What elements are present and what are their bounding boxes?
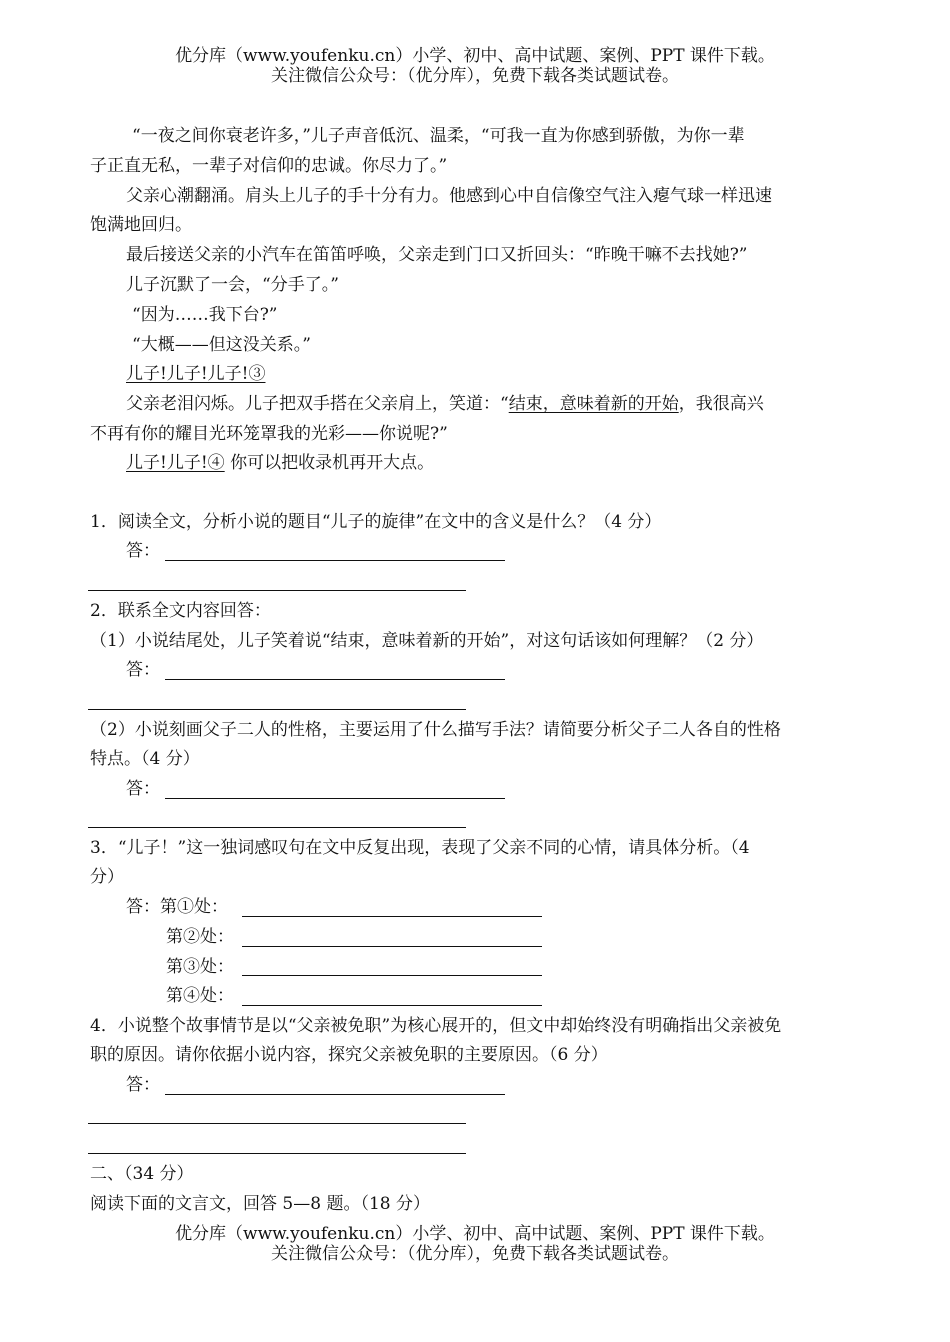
question-3b: 分） (90, 867, 124, 887)
section-2-intro: 阅读下面的文言文，回答 5—8 题。（18 分） (90, 1194, 430, 1214)
story-paragraph-9 (126, 452, 434, 474)
story-paragraph-8a-pre: 父亲老泪闪烁。儿子把双手搭在父亲肩上，笑道：“ (126, 394, 509, 414)
answer-line (165, 798, 505, 799)
question-2: 2．联系全文内容回答： (90, 601, 271, 621)
story-paragraph-2a: 父亲心潮翻涌。肩头上儿子的手十分有力。他感到心中自信像空气注入瘪气球一样迅速 (126, 186, 772, 206)
story-paragraph-4: 儿子沉默了一会，“分手了。” (126, 275, 339, 295)
answer-line (242, 1005, 542, 1006)
header-line-2: 关注微信公众号：（优分库），免费下载各类试题试卷。 (271, 66, 679, 86)
answer-line (165, 560, 505, 561)
answer-line (88, 1153, 466, 1154)
footer-line-1: 优分库（www.youfenku.cn）小学、初中、高中试题、案例、PPT 课件下载。 (175, 1224, 775, 1244)
answer-line (88, 1123, 466, 1124)
answer-line (88, 709, 466, 710)
question-2-2b: 特点。（4 分） (90, 749, 200, 769)
story-paragraph-3: 最后接送父亲的小汽车在笛笛呼唤，父亲走到门口又折回头：“昨晚干嘛不去找她?” (126, 245, 748, 265)
story-paragraph-8b: 不再有你的耀目光环笼罩我的光彩——你说呢?” (90, 424, 448, 444)
answer-line (242, 946, 542, 947)
story-paragraph-2b: 饱满地回归。 (90, 215, 192, 235)
answer-line (165, 1094, 505, 1095)
footer-line-2: 关注微信公众号：（优分库），免费下载各类试题试卷。 (271, 1244, 679, 1264)
story-paragraph-8a-post: ，我很高兴 (678, 394, 764, 414)
question-4b: 职的原因。请你依据小说内容，探究父亲被免职的主要原因。（6 分） (90, 1045, 608, 1065)
story-paragraph-9-rest: 你可以把收录机再开大点。 (224, 453, 435, 473)
header-line-1: 优分库（www.youfenku.cn）小学、初中、高中试题、案例、PPT 课件下载。 (175, 46, 775, 66)
q3-answer-3-label: 第③处： (166, 957, 234, 977)
question-2-1: （1）小说结尾处，儿子笑着说“结束，意味着新的开始”，对这句话该如何理解？（2 分） (90, 631, 764, 651)
question-1: 1．阅读全文，分析小说的题目“儿子的旋律”在文中的含义是什么？（4 分） (90, 512, 662, 532)
answer-label: 答： (126, 660, 160, 680)
answer-label: 答： (126, 541, 160, 561)
answer-line (88, 827, 466, 828)
question-4a: 4．小说整个故事情节是以“父亲被免职”为核心展开的，但文中却始终没有明确指出父亲被免 (90, 1016, 782, 1036)
story-paragraph-8a (126, 393, 764, 415)
question-2-2a: （2）小说刻画父子二人的性格，主要运用了什么描写手法？请简要分析父子二人各自的性格 (90, 720, 781, 740)
story-paragraph-1a: “一夜之间你衰老许多，”儿子声音低沉、温柔，“可我一直为你感到骄傲，为你一辈 (132, 126, 745, 146)
q3-answer-4-label: 第④处： (166, 986, 234, 1006)
q3-answer-2-label: 第②处： (166, 927, 234, 947)
story-paragraph-7: 儿子!儿子!儿子!③ (126, 364, 266, 384)
story-paragraph-1b: 子正直无私，一辈子对信仰的忠诚。你尽力了。” (90, 156, 448, 176)
story-paragraph-6: “大概——但这没关系。” (132, 335, 311, 355)
answer-label: 答： (126, 1075, 160, 1095)
answer-line (242, 916, 542, 917)
answer-line (88, 590, 466, 591)
story-paragraph-8a-underlined: 结束，意味着新的开始 (508, 394, 679, 414)
story-paragraph-5: “因为……我下台?” (132, 305, 278, 325)
section-2-title: 二、（34 分） (90, 1164, 194, 1184)
answer-label: 答： (126, 779, 160, 799)
q3-answer-1-label: 答：第①处： (126, 897, 228, 917)
answer-line (242, 975, 542, 976)
story-paragraph-9-underlined: 儿子!儿子!④ (126, 453, 225, 473)
answer-line (165, 679, 505, 680)
question-3a: 3．“儿子！”这一独词感叹句在文中反复出现，表现了父亲不同的心情，请具体分析。（4 (90, 838, 750, 858)
